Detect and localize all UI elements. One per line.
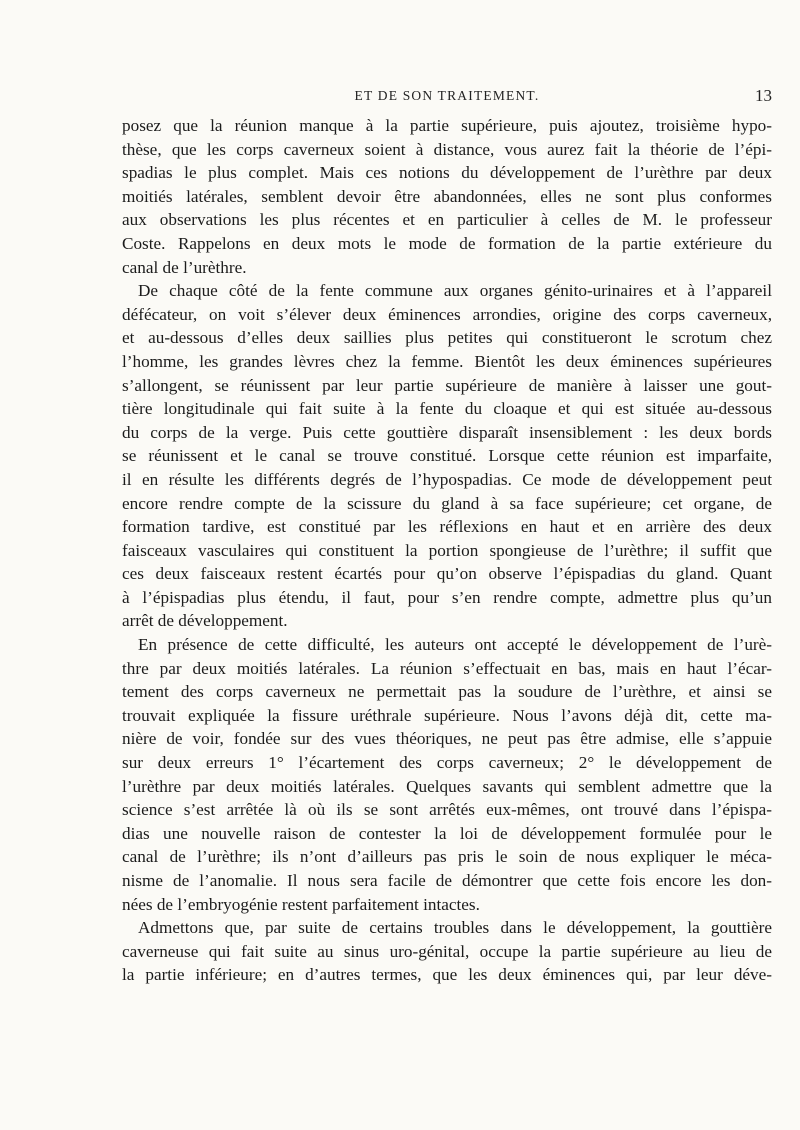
text-line: dias une nouvelle raison de contester la loi de développement formulée pour le <box>122 823 772 843</box>
text-line: canal de l’urèthre; ils n’ont d’ailleurs pas pris le soin de nous expliquer le méca- <box>122 847 772 867</box>
text-line: à l’épispadias plus étendu, il faut, pour s’en rendre compte, admettre plus qu’un <box>122 587 772 607</box>
text-line: faisceaux vasculaires qui constituent la portion spongieuse de l’urèthre; il suffit que <box>122 540 772 560</box>
text-line: arrêt de développement. <box>122 611 288 631</box>
text-line: du corps de la verge. Puis cette gouttière disparaît insensiblement : les deux bords <box>122 422 772 442</box>
text-line: nière de voir, fondée sur des vues théoriques, ne peut pas être admise, elle s’appuie <box>122 729 772 749</box>
text-line: tement des corps caverneux ne permettait pas la soudure de l’urèthre, et ainsi se <box>122 682 772 702</box>
text-line: tière longitudinale qui fait suite à la fente du cloaque et qui est située au-dessous <box>122 399 772 419</box>
text-line: Coste. Rappelons en deux mots le mode de formation de la partie extérieure du <box>122 233 772 253</box>
text-line: nisme de l’anomalie. Il nous sera facile de démontrer que cette fois encore les don- <box>122 871 772 890</box>
text-line: il en résulte les différents degrés de l’hypospadias. Ce mode de développement peut <box>122 469 772 489</box>
body-text <box>122 114 772 987</box>
text-line: aux observations les plus récentes et en particulier à celles de M. le professeur <box>122 210 772 230</box>
text-line: défécateur, on voit s’élever deux éminences arrondies, origine des corps caverneux, <box>122 304 772 324</box>
text-line: nées de l’embryogénie restent parfaitement intactes. <box>122 894 480 914</box>
text-line: l’homme, les grandes lèvres chez la femme. Bientôt les deux éminences supérieures <box>122 351 772 371</box>
page-number: 13 <box>755 86 772 105</box>
text-line: caverneuse qui fait suite au sinus uro-génital, occupe la partie supérieure au lieu de <box>122 941 772 961</box>
text-line: Admettons que, par suite de certains troubles dans le développement, la gouttière <box>138 918 772 938</box>
text-line: se réunissent et le canal se trouve constitué. Lorsque cette réunion est imparfaite, <box>122 446 772 466</box>
text-line: thèse, que les corps caverneux soient à distance, vous aurez fait la théorie de l’épi- <box>122 139 772 159</box>
text-line: science s’est arrêtée là où ils se sont arrêtés eux-mêmes, ont trouvé dans l’épispa- <box>122 800 772 820</box>
text-line: En présence de cette difficulté, les auteurs ont accepté le développement de l’urè- <box>138 635 772 655</box>
text-line: sur deux erreurs 1° l’écartement des corps caverneux; 2° le développement de <box>122 753 772 773</box>
text-line: s’allongent, se réunissent par leur partie supérieure de manière à laisser une gout- <box>122 375 772 395</box>
text-line: De chaque côté de la fente commune aux organes génito-urinaires et à l’appareil <box>138 281 772 301</box>
running-header <box>122 88 772 112</box>
text-line: l’urèthre par deux moitiés latérales. Quelques savants qui semblent admettre que la <box>122 776 772 796</box>
text-line: moitiés latérales, semblent devoir être abandonnées, elles ne sont plus conformes <box>122 186 772 206</box>
text-line: ces deux faisceaux restent écartés pour qu’on observe l’épispadias du gland. Quant <box>122 564 772 584</box>
text-line: thre par deux moitiés latérales. La réunion s’effectuait en bas, mais en haut l’écar- <box>122 658 772 678</box>
text-line: spadias le plus complet. Mais ces notions du développement de l’urèthre par deux <box>122 163 772 183</box>
text-line: et au-dessous d’elles deux saillies plus petites qui constitueront le scrotum chez <box>122 328 772 348</box>
text-line: posez que la réunion manque à la partie supérieure, puis ajoutez, troisième hypo- <box>122 116 772 135</box>
text-line: la partie inférieure; en d’autres termes, que les deux éminences qui, par leur déve- <box>122 965 772 985</box>
text-line: encore rendre compte de la scissure du gland à sa face supérieure; cet organe, de <box>122 493 772 513</box>
running-header-title: ET DE SON TRAITEMENT. <box>354 88 540 103</box>
text-line: formation tardive, est constitué par les réflexions en haut et en arrière des deux <box>122 517 772 537</box>
text-line: canal de l’urèthre. <box>122 257 247 277</box>
text-line: trouvait expliquée la fissure uréthrale supérieure. Nous l’avons déjà dit, cette ma- <box>122 705 772 725</box>
